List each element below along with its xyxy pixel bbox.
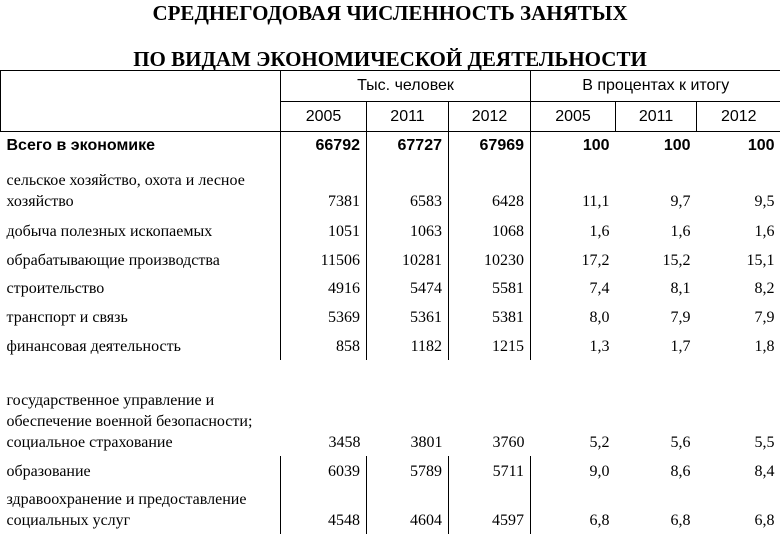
row-percent: 7,9 — [670, 309, 691, 326]
row-label: строительство — [1, 274, 281, 302]
row-percent: 8,0 — [589, 309, 610, 326]
row-value: 5789 — [367, 456, 449, 485]
header-year-cell: 2012 — [449, 102, 531, 132]
row-value: 5711 — [449, 456, 531, 485]
total-row — [1, 132, 780, 161]
header-year-cell: 2011 — [367, 102, 449, 132]
header-group-percent: В процентах к итогу — [531, 71, 780, 102]
table-row — [1, 302, 780, 331]
table-row — [1, 485, 780, 534]
row-value: 1182 — [367, 331, 449, 360]
row-value: 1068 — [449, 215, 531, 245]
row-label: обрабатывающие производства — [1, 245, 281, 274]
total-value: 100 — [582, 137, 610, 154]
row-percent: 9,5 — [754, 193, 775, 210]
row-percent: 15,2 — [662, 252, 691, 269]
row-percent: 11,1 — [582, 193, 610, 210]
row-value: 3458 — [328, 434, 361, 451]
row-percent: 8,2 — [754, 280, 775, 297]
row-percent: 8,6 — [670, 463, 691, 480]
row-value: 1215 — [449, 331, 531, 360]
header-year-cell: 2011 — [616, 102, 697, 132]
table-row — [1, 360, 780, 456]
row-value: 5581 — [449, 274, 531, 302]
row-percent: 5,5 — [754, 434, 775, 451]
table-row — [1, 274, 780, 302]
row-percent: 7,4 — [589, 280, 610, 297]
table-row — [1, 245, 780, 274]
row-label: финансовая деятельность — [1, 331, 281, 360]
row-label: государственное управление и обеспечение военной безопасности; социальное страхование — [6, 392, 253, 451]
row-percent: 5,2 — [589, 434, 610, 451]
row-value: 4548 — [281, 485, 367, 534]
row-percent: 6,8 — [754, 512, 775, 529]
table-row — [1, 160, 780, 215]
employment-table — [0, 70, 780, 534]
header-group-row — [1, 71, 780, 102]
row-value: 5381 — [449, 302, 531, 331]
table-row — [1, 215, 780, 245]
row-label: сельское хозяйство, охота и лесное хозяйство — [1, 160, 281, 215]
total-value: 66792 — [281, 132, 367, 161]
header-year-cell: 2005 — [531, 102, 616, 132]
row-label: образование — [1, 456, 281, 485]
row-value: 1051 — [281, 215, 367, 245]
row-value: 7381 — [281, 160, 367, 215]
header-year-cell: 2005 — [281, 102, 367, 132]
row-percent: 9,7 — [670, 193, 691, 210]
row-value: 10281 — [367, 245, 449, 274]
row-percent: 15,1 — [746, 252, 775, 269]
row-percent: 1,6 — [754, 223, 775, 240]
row-percent: 8,4 — [754, 463, 775, 480]
row-percent: 1,7 — [670, 338, 691, 355]
header-group-thousands: Тыс. человек — [281, 71, 531, 102]
table-row — [1, 456, 780, 485]
row-percent: 8,1 — [670, 280, 691, 297]
row-value: 6039 — [281, 456, 367, 485]
row-percent: 17,2 — [581, 252, 610, 269]
row-value: 4597 — [449, 485, 531, 534]
total-label: Всего в экономике — [1, 132, 281, 161]
row-value: 11506 — [281, 245, 367, 274]
row-value: 3801 — [410, 434, 443, 451]
total-value: 67727 — [367, 132, 449, 161]
page-title-line-1: СРЕДНЕГОДОВАЯ ЧИСЛЕННОСТЬ ЗАНЯТЫХ — [152, 1, 628, 25]
total-value: 100 — [663, 137, 691, 154]
row-label: добыча полезных ископаемых — [1, 215, 281, 245]
total-value: 67969 — [449, 132, 531, 161]
row-percent: 1,6 — [589, 223, 610, 240]
row-value: 858 — [281, 331, 367, 360]
row-value: 5361 — [367, 302, 449, 331]
page-title-line-2: ПО ВИДАМ ЭКОНОМИЧЕСКОЙ ДЕЯТЕЛЬНОСТИ — [133, 47, 647, 71]
row-value: 5369 — [281, 302, 367, 331]
header-corner-cell — [1, 71, 281, 132]
row-value: 10230 — [449, 245, 531, 274]
row-percent: 6,8 — [670, 512, 691, 529]
row-value: 6428 — [449, 160, 531, 215]
row-value: 4916 — [281, 274, 367, 302]
row-percent: 9,0 — [589, 463, 610, 480]
row-value: 3760 — [492, 434, 525, 451]
row-value: 4604 — [367, 485, 449, 534]
row-percent: 5,6 — [670, 434, 691, 451]
row-value: 5474 — [367, 274, 449, 302]
header-year-cell: 2012 — [697, 102, 780, 132]
row-percent: 7,9 — [754, 309, 775, 326]
row-label: здравоохранение и предоставление социальных услуг — [1, 485, 281, 534]
table-row — [1, 331, 780, 360]
total-value: 100 — [747, 137, 775, 154]
row-percent: 1,3 — [589, 338, 610, 355]
row-value: 6583 — [367, 160, 449, 215]
row-label: транспорт и связь — [1, 302, 281, 331]
row-value: 1063 — [367, 215, 449, 245]
row-percent: 1,8 — [754, 338, 775, 355]
row-percent: 6,8 — [589, 512, 610, 529]
row-percent: 1,6 — [670, 223, 691, 240]
